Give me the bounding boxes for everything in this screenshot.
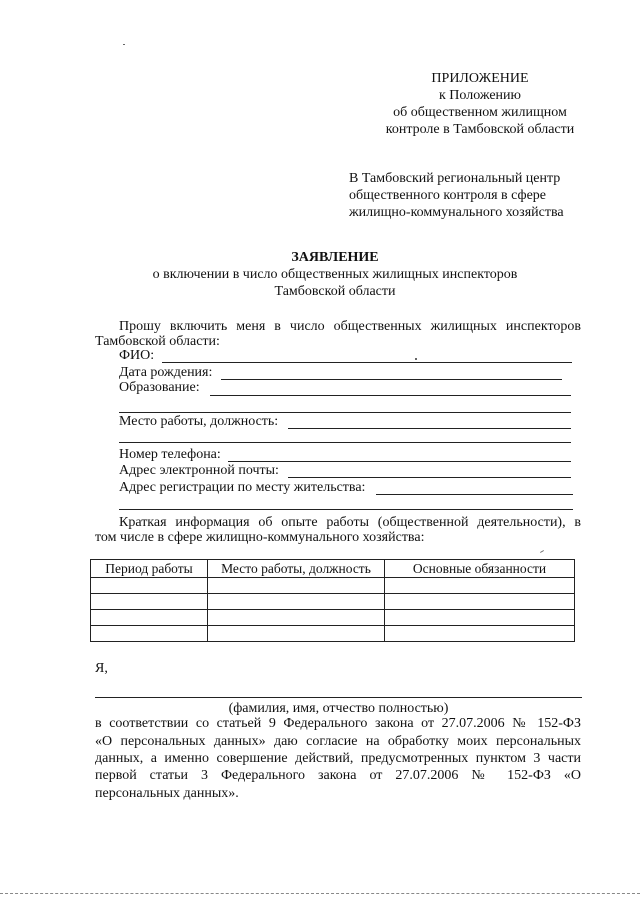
phone-line[interactable] — [228, 461, 571, 462]
request-line-2: Тамбовской области: — [95, 334, 220, 349]
table-cell[interactable] — [91, 626, 208, 642]
birth-date-label: Дата рождения: — [119, 365, 213, 380]
addressee-line-3: жилищно-коммунального хозяйства — [349, 205, 564, 220]
statement-title: ЗАЯВЛЕНИЕ — [291, 250, 379, 265]
birth-date-line[interactable] — [221, 379, 562, 380]
consent-line-3: данных, а именно совершение действий, предусмотренных пунктом 3 части — [95, 751, 581, 766]
scan-speck — [123, 44, 125, 45]
table-cell[interactable] — [91, 594, 208, 610]
table-cell[interactable] — [91, 610, 208, 626]
registration-line-2[interactable] — [119, 509, 573, 510]
addressee-block — [349, 170, 609, 221]
experience-line-1: Краткая информация об опыте работы (общественной деятельности), в — [119, 515, 581, 530]
appendix-line-3: контроле в Тамбовской области — [385, 122, 575, 137]
consent-name-line[interactable] — [95, 697, 582, 698]
consent-line-1: в соответствии со статьей 9 Федерального закона от 27.07.2006 № 152-ФЗ — [95, 716, 581, 731]
fio-line[interactable] — [162, 362, 572, 363]
table-cell[interactable] — [208, 610, 385, 626]
appendix-line-2: об общественном жилищном — [393, 105, 567, 120]
statement-subtitle-2: Тамбовской области — [274, 284, 396, 299]
appendix-line-1: к Положению — [438, 88, 521, 103]
phone-label: Номер телефона: — [119, 447, 221, 462]
appendix-block — [350, 70, 610, 138]
consent-caption: (фамилия, имя, отчество полностью) — [228, 701, 449, 716]
addressee-line-2: общественного контроля в сфере — [349, 188, 547, 203]
table-cell[interactable] — [208, 626, 385, 642]
consent-ya: Я, — [95, 661, 108, 676]
table-row — [91, 578, 575, 594]
email-line[interactable] — [288, 477, 571, 478]
registration-line[interactable] — [376, 494, 573, 495]
table-header-duties: Основные обязанности — [385, 560, 575, 578]
workplace-label: Место работы, должность: — [119, 414, 279, 429]
table-cell[interactable] — [208, 594, 385, 610]
experience-table — [90, 559, 575, 642]
table-cell[interactable] — [91, 578, 208, 594]
email-label: Адрес электронной почты: — [119, 463, 279, 478]
addressee-line-1: В Тамбовский региональный центр — [349, 171, 561, 186]
consent-line-4: первой статьи 3 Федерального закона от 27.07.2006 № 152-ФЗ «О — [95, 768, 581, 783]
table-header-period: Период работы — [91, 560, 208, 578]
scan-edge-line — [0, 893, 640, 894]
statement-subtitle-1: о включении в число общественных жилищных инспекторов — [152, 267, 518, 282]
workplace-line-2[interactable] — [119, 442, 571, 443]
education-line[interactable] — [210, 395, 571, 396]
scan-speck — [540, 550, 544, 553]
table-cell[interactable] — [385, 594, 575, 610]
table-cell[interactable] — [385, 578, 575, 594]
education-label: Образование: — [119, 380, 200, 395]
request-line-1: Прошу включить меня в число общественных жилищных инспекторов — [119, 319, 581, 334]
consent-line-5: персональных данных». — [95, 786, 239, 801]
fio-label: ФИО: — [119, 348, 155, 363]
table-cell[interactable] — [385, 626, 575, 642]
table-cell[interactable] — [208, 578, 385, 594]
table-row — [91, 594, 575, 610]
experience-line-2: том числе в сфере жилищно-коммунального хозяйства: — [95, 530, 425, 545]
registration-label: Адрес регистрации по месту жительства: — [119, 480, 366, 495]
consent-line-2: «О персональных данных» даю согласие на обработку моих персональных — [95, 734, 581, 749]
table-row — [91, 626, 575, 642]
scan-speck — [415, 358, 417, 360]
table-header-workplace: Место работы, должность — [208, 560, 385, 578]
table-row — [91, 610, 575, 626]
table-header-row — [91, 560, 575, 578]
appendix-title: ПРИЛОЖЕНИЕ — [431, 71, 529, 86]
workplace-line[interactable] — [288, 428, 571, 429]
statement-heading — [90, 249, 580, 300]
table-cell[interactable] — [385, 610, 575, 626]
